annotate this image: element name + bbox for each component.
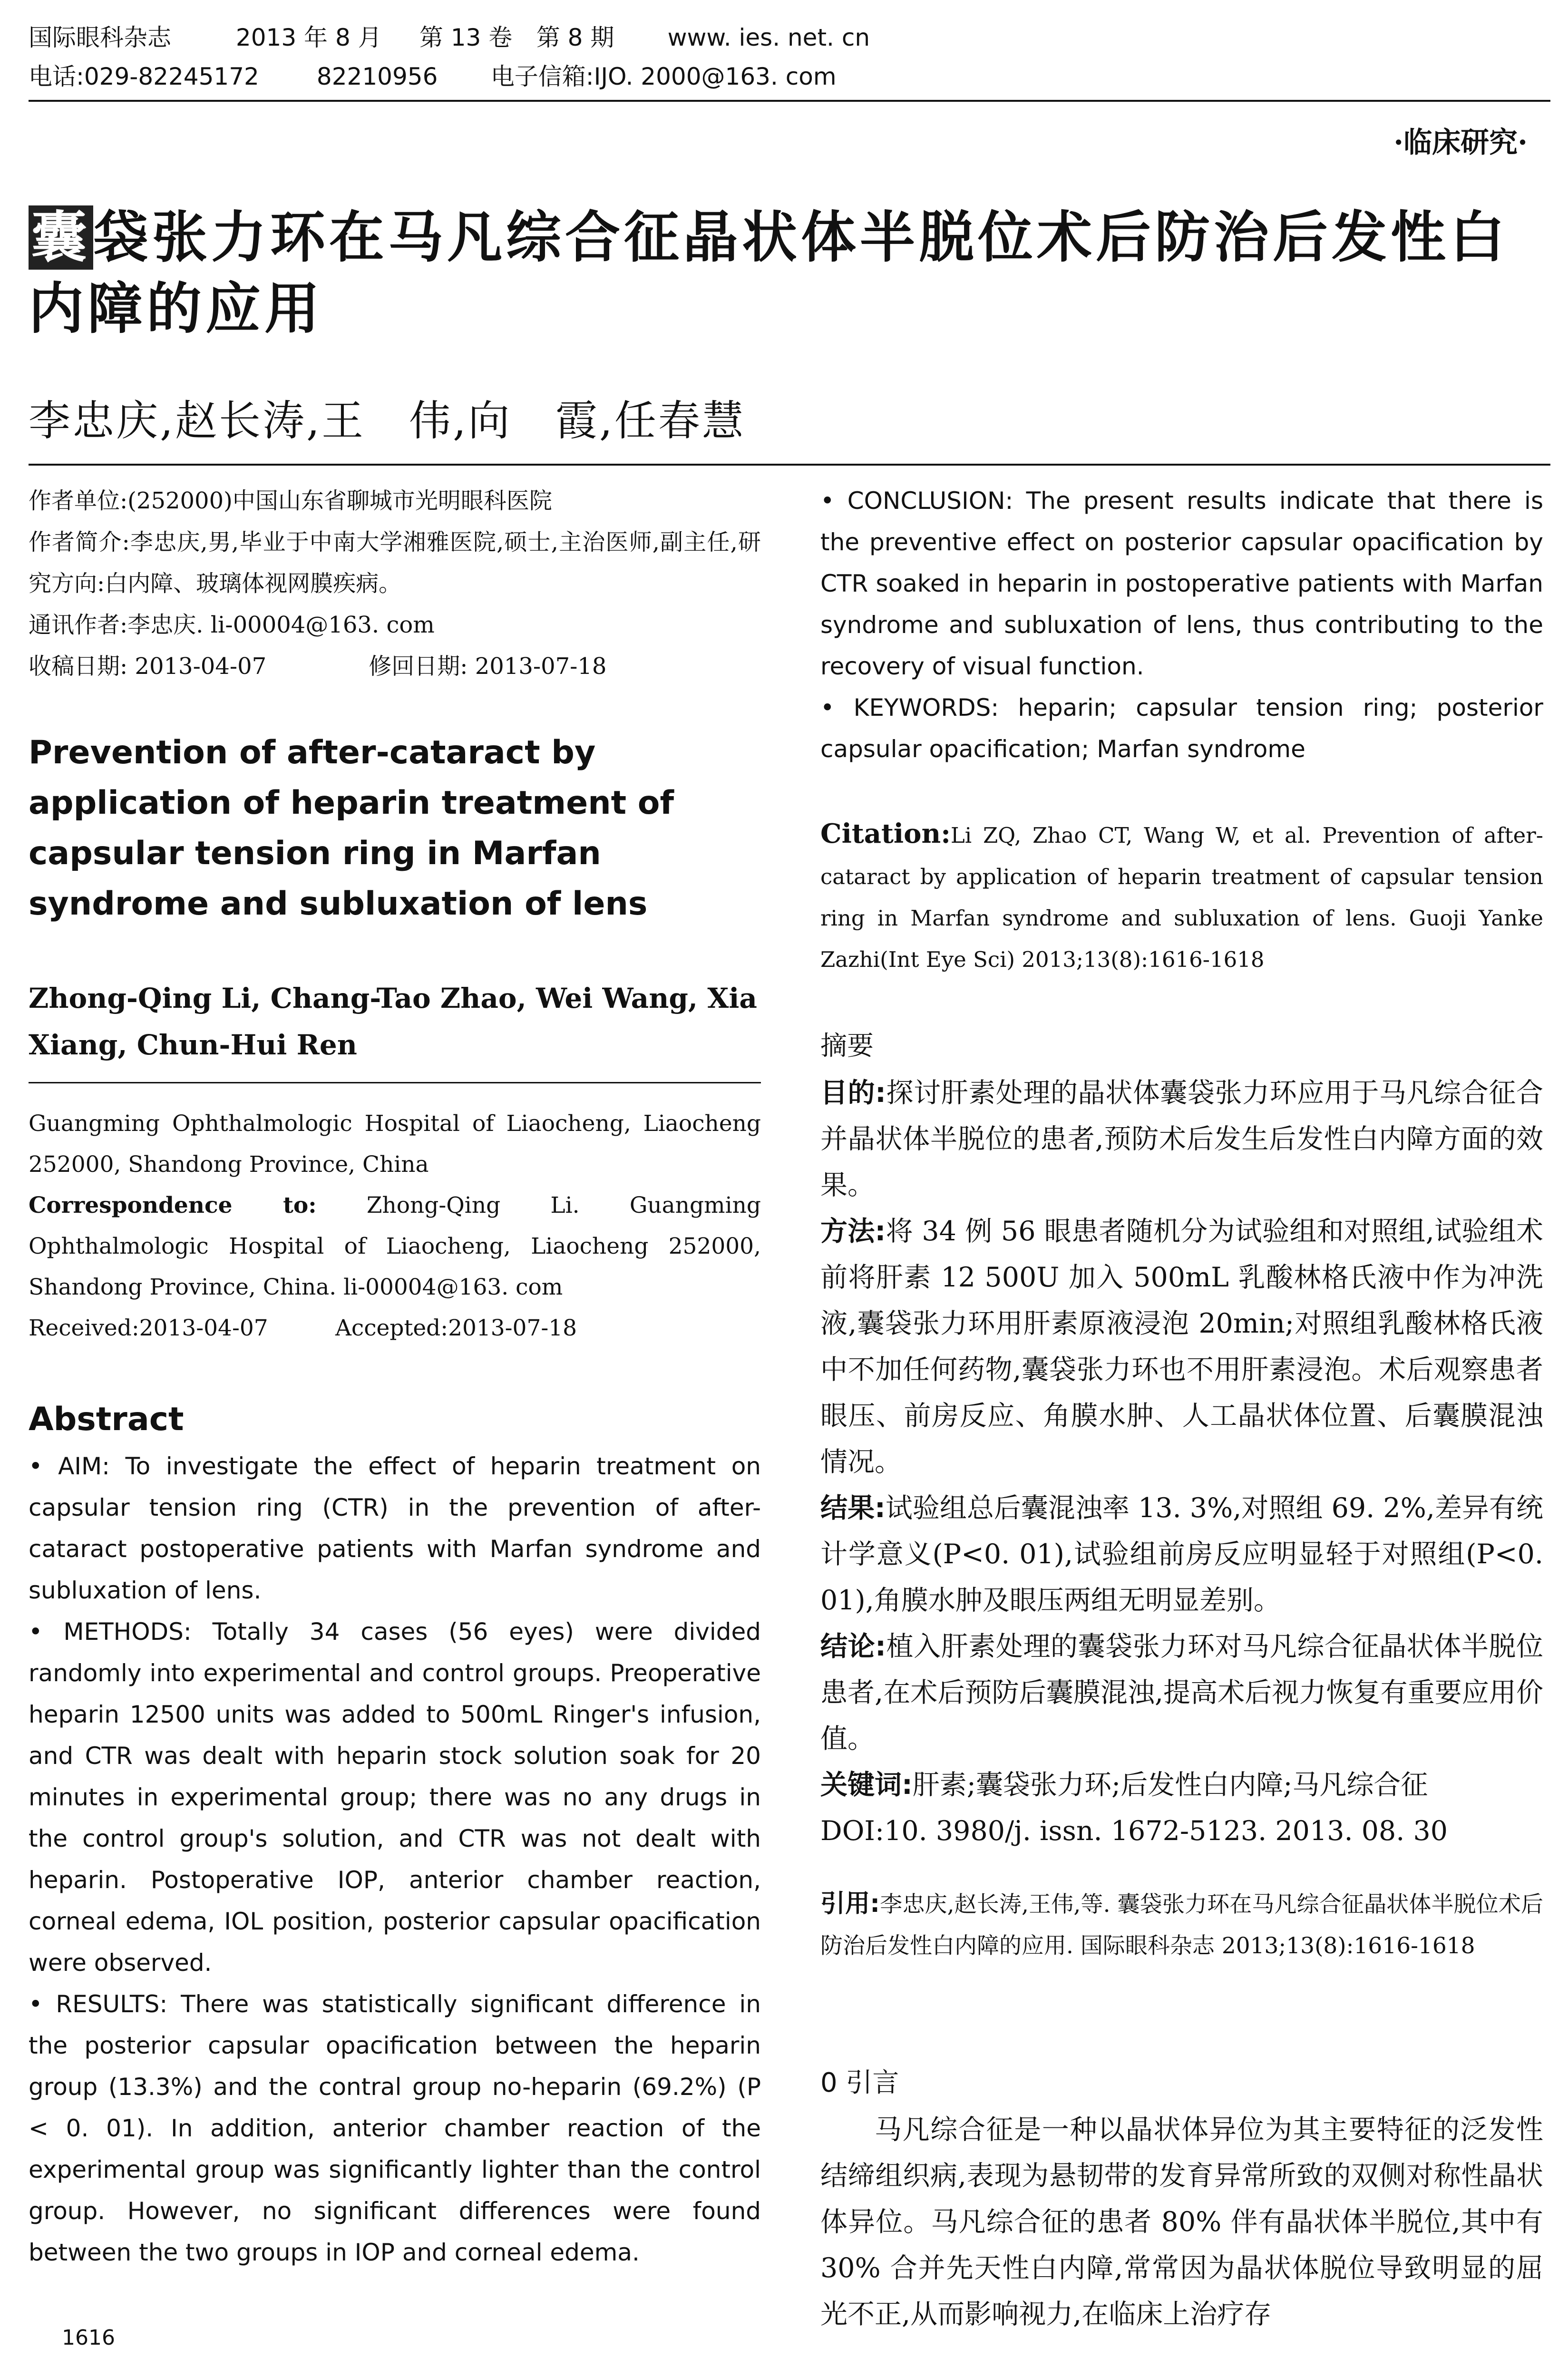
cn-citation <box>820 1883 1543 1967</box>
cn-citation-block <box>820 1883 1543 1967</box>
cn-results <box>820 1485 1543 1624</box>
email: 电子信箱:IJO. 2000@163. com <box>490 63 837 90</box>
english-authors: Zhong-Qing Li, Chang-Tao Zhao, Wei Wang, Xia Xiang, Chun-Hui Ren <box>29 982 757 1061</box>
header-rule <box>29 100 1550 102</box>
cn-methods <box>820 1208 1543 1485</box>
cn-conclusion-label: 结论: <box>820 1631 886 1662</box>
citation-text: Li ZQ, Zhao CT, Wang W, et al. Prevention of after-cataract by application of heparin treatment of capsular tension ring in Marfan syndrome and subluxation of lens. Guoji Yanke Zazhi(Int Eye Sci) 2013;13(8):1616-1618 <box>820 823 1543 972</box>
cn-keywords <box>820 1762 1543 1808</box>
correspondence-label: Correspondence to: <box>29 1192 317 1218</box>
cn-results-label: 结果: <box>820 1492 886 1524</box>
volume: 第 13 卷 <box>419 24 513 51</box>
header-line-2 <box>29 57 1550 96</box>
author-unit: 作者单位:(252000)中国山东省聊城市光明眼科医院 <box>29 487 552 514</box>
english-affiliation: Guangming Ophthalmologic Hospital of Liaocheng, Liaocheng 252000, Shandong Province, China <box>29 1111 761 1178</box>
cn-keywords-text: 肝素;囊袋张力环;后发性白内障;马凡综合征 <box>912 1769 1428 1801</box>
article-title <box>29 202 1565 345</box>
affiliation-rule <box>29 1082 761 1083</box>
english-correspondence <box>29 1185 761 1308</box>
abstract-right <box>820 480 1543 770</box>
cn-abstract-heading: 摘要 <box>820 1031 874 1062</box>
intro-heading: 0 引言 <box>820 2067 899 2098</box>
correspondence-text: Zhong-Qing Li. Guangming Ophthalmologic Hospital of Liaocheng, Liaocheng 252000, Shandong Province, China. li-00004@163. com <box>29 1192 761 1300</box>
doi: DOI:10. 3980/j. issn. 1672-5123. 2013. 08. 30 <box>820 1815 1448 1847</box>
title-rule <box>29 464 1550 466</box>
english-affiliation-block <box>29 1103 761 1349</box>
abstract-methods: • METHODS: Totally 34 cases (56 eyes) were divided randomly into experimental and control groups. Preoperative heparin 12500 units was added to 500mL Ringer's infusion, and CTR was dealt with heparin stock solution soak for 20 minutes in experimental group; there was no any drugs in the control group's solution, and CTR was not dealt with heparin. Postoperative IOP, anterior chamber reaction, corneal edema, IOL position, posterior capsular opacification were observed. <box>29 1618 761 1977</box>
cn-conclusion-text: 植入肝素处理的囊袋张力环对马凡综合征晶状体半脱位患者,在术后预防后囊膜混浊,提高术后视力恢复有重要应用价值。 <box>820 1631 1544 1754</box>
abstract-conclusion: • CONCLUSION: The present results indicate that there is the preventive effect on posterior capsular opacification by CTR soaked in heparin in postoperative patients with Marfan syndrome and subluxation of lens, thus contributing to the recovery of visual function. <box>820 487 1543 680</box>
abstract-keywords: • KEYWORDS: heparin; capsular tension ring; posterior capsular opacification; Marfan syndrome <box>820 694 1543 763</box>
received-en: Received:2013-04-07 <box>29 1315 268 1341</box>
cn-citation-text: 李忠庆,赵长涛,王伟,等. 囊袋张力环在马凡综合征晶状体半脱位术后防治后发性白内障的应用. 国际眼科杂志 2013;13(8):1616-1618 <box>820 1891 1543 1959</box>
section-tag: ·临床研究· <box>1393 126 1528 159</box>
phone: 电话:029-82245172 <box>29 63 259 90</box>
title-boxed-char: 囊 <box>29 205 93 270</box>
journal-header <box>29 18 1550 96</box>
corresponding-author: 通讯作者:李忠庆. li-00004@163. com <box>29 612 435 638</box>
cn-methods-text: 将 34 例 56 眼患者随机分为试验组和对照组,试验组术前将肝素 12 500U 加入 500mL 乳酸林格氏液中作为冲洗液,囊袋张力环用肝素原液浸泡 20min;对照组乳酸林格氏液中不加任何药物,囊袋张力环也不用肝素浸泡。术后观察患者眼压、前房反应、角膜水肿、人工晶状体位置、后囊膜混浊情况。 <box>820 1216 1543 1478</box>
citation-label: Citation: <box>820 818 951 849</box>
journal-name: 国际眼科杂志 <box>29 24 171 51</box>
abstract-left <box>29 1446 761 2273</box>
cn-abstract <box>820 1023 1543 1854</box>
cn-aim-text: 探讨肝素处理的晶状体囊袋张力环应用于马凡综合征合并晶状体半脱位的患者,预防术后发生后发性白内障方面的效果。 <box>820 1077 1544 1201</box>
revised-date: 修回日期: 2013-07-18 <box>369 653 607 680</box>
dates-row <box>29 646 761 687</box>
received-date: 收稿日期: 2013-04-07 <box>29 653 267 680</box>
title-text: 袋张力环在马凡综合征晶状体半脱位术后防治后发性白内障的应用 <box>29 205 1509 341</box>
issue-date: 2013 年 8 月 <box>235 24 382 51</box>
introduction <box>820 2059 1543 2338</box>
cn-conclusion <box>820 1624 1543 1762</box>
abstract-heading: Abstract <box>29 1401 184 1438</box>
cn-aim <box>820 1070 1543 1208</box>
abstract-results: • RESULTS: There was statistically significant difference in the posterior capsular opacification between the heparin group (13.3%) and the contral group no-heparin (69.2%) (P < 0. 01). In addition, anterior chamber reaction of the experimental group was significantly lighter than the control group. However, no significant differences were found between the two groups in IOP and corneal edema. <box>29 1990 761 2266</box>
citation-block <box>820 813 1543 980</box>
page-number: 1616 <box>62 2326 115 2350</box>
english-dates <box>29 1308 761 1349</box>
author-bio: 作者简介:李忠庆,男,毕业于中南大学湘雅医院,硕士,主治医师,副主任,研究方向:白内障、玻璃体视网膜疾病。 <box>29 529 761 597</box>
english-title: Prevention of after-cataract by application of heparin treatment of capsular tension ring in Marfan syndrome and subluxation of lens <box>29 734 674 923</box>
header-line-1 <box>29 18 1550 57</box>
abstract-aim: • AIM: To investigate the effect of heparin treatment on capsular tension ring (CTR) in the prevention of after-cataract postoperative patients with Marfan syndrome and subluxation of lens. <box>29 1452 761 1604</box>
cn-keywords-label: 关键词: <box>820 1769 913 1801</box>
phone-2: 82210956 <box>316 63 438 90</box>
issue-number: 第 8 期 <box>536 24 614 51</box>
article-authors: 李忠庆,赵长涛,王 伟,向 霞,任春慧 <box>29 396 746 445</box>
author-info <box>29 480 761 687</box>
intro-text: 马凡综合征是一种以晶状体异位为其主要特征的泛发性结缔组织病,表现为悬韧带的发育异常所致的双侧对称性晶状体异位。马凡综合征的患者 80% 伴有晶状体半脱位,其中有 30% 合并先天性白内障,常常因为晶状体脱位导致明显的屈光不正,从而影响视力,在临床上治疗存 <box>820 2114 1543 2330</box>
citation <box>820 813 1543 980</box>
accepted-en: Accepted:2013-07-18 <box>335 1315 577 1341</box>
cn-citation-label: 引用: <box>820 1890 880 1918</box>
journal-website: www. ies. net. cn <box>667 24 870 51</box>
cn-methods-label: 方法: <box>820 1216 886 1247</box>
cn-aim-label: 目的: <box>820 1077 886 1109</box>
cn-results-text: 试验组总后囊混浊率 13. 3%,对照组 69. 2%,差异有统计学意义(P<0. 01),试验组前房反应明显轻于对照组(P<0. 01),角膜水肿及眼压两组无明显差别。 <box>820 1492 1543 1616</box>
